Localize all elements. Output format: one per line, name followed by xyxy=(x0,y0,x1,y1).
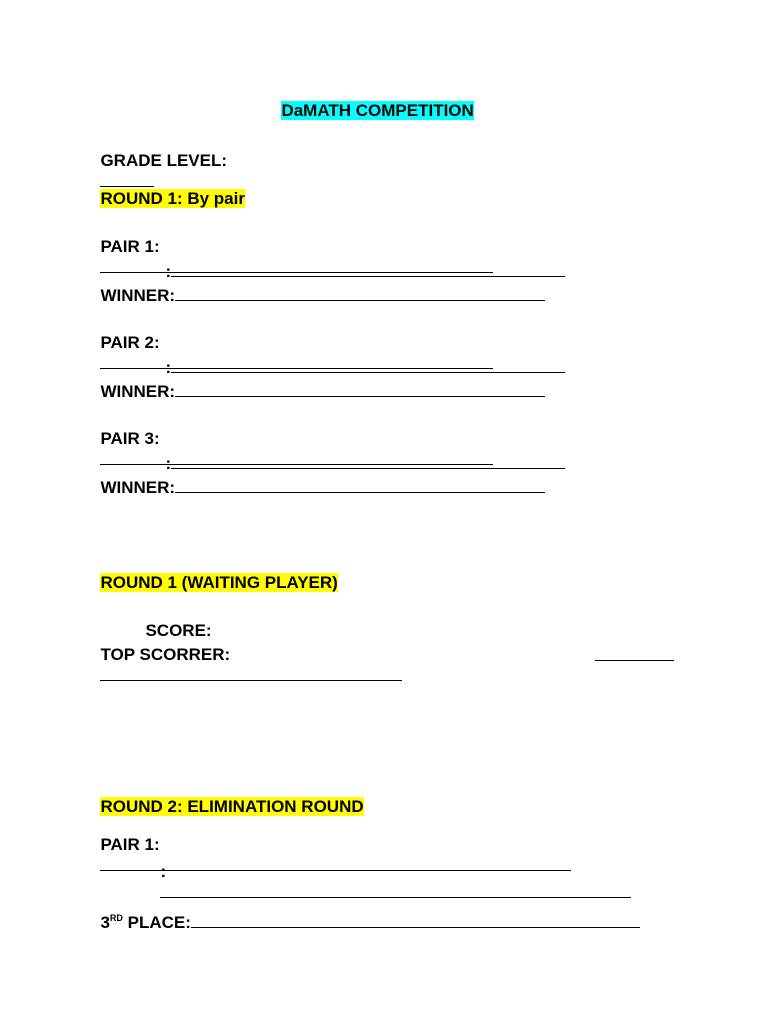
pair3-winner-label: WINNER: xyxy=(100,478,176,497)
pair2-label: PAIR 2: xyxy=(100,333,160,352)
pair1-label: PAIR 1: xyxy=(100,237,160,256)
top-scorer-score-blank[interactable] xyxy=(595,645,674,661)
third-place-line xyxy=(91,888,640,933)
grade-level-label: GRADE LEVEL: xyxy=(100,151,228,170)
form-title: DaMATH COMPETITION xyxy=(281,101,474,120)
pair1-winner-label: WINNER: xyxy=(100,286,176,305)
top-scorer-name-blank[interactable] xyxy=(100,665,402,681)
round2-pair1-colon: : xyxy=(160,862,167,881)
round2-heading-line xyxy=(91,777,364,817)
third-place-superscript: RD xyxy=(109,913,123,923)
form-title-line xyxy=(272,81,474,121)
pair3-label: PAIR 3: xyxy=(100,429,160,448)
third-place-blank[interactable] xyxy=(191,912,640,928)
round1-heading-line xyxy=(91,169,245,209)
round2-pair1-label: PAIR 1: xyxy=(100,835,160,854)
top-scorer-label: TOP SCORRER: xyxy=(100,645,231,664)
pair2-colon: : xyxy=(165,358,172,377)
round1-pair2-winner-line xyxy=(91,361,545,402)
pair1-colon: : xyxy=(165,262,172,281)
round1-pair3-winner-line xyxy=(91,457,545,498)
pair3-colon: : xyxy=(165,454,172,473)
pair1-winner-blank[interactable] xyxy=(175,285,545,301)
round1-pair1-winner-line xyxy=(91,265,545,306)
round2-heading: ROUND 2: ELIMINATION ROUND xyxy=(100,797,364,816)
third-place-label: PLACE: xyxy=(122,913,191,932)
pair3-winner-blank[interactable] xyxy=(175,477,545,493)
waiting-heading: ROUND 1 (WAITING PLAYER) xyxy=(100,573,338,592)
score-label: SCORE: xyxy=(145,621,212,640)
top-scorer-score-line xyxy=(586,625,674,666)
top-scorer-line xyxy=(91,625,402,686)
waiting-heading-line xyxy=(91,553,338,593)
pair2-winner-blank[interactable] xyxy=(175,381,545,397)
round1-heading: ROUND 1: By pair xyxy=(100,189,245,208)
third-place-number: 3 xyxy=(100,913,110,932)
pair2-winner-label: WINNER: xyxy=(100,382,176,401)
